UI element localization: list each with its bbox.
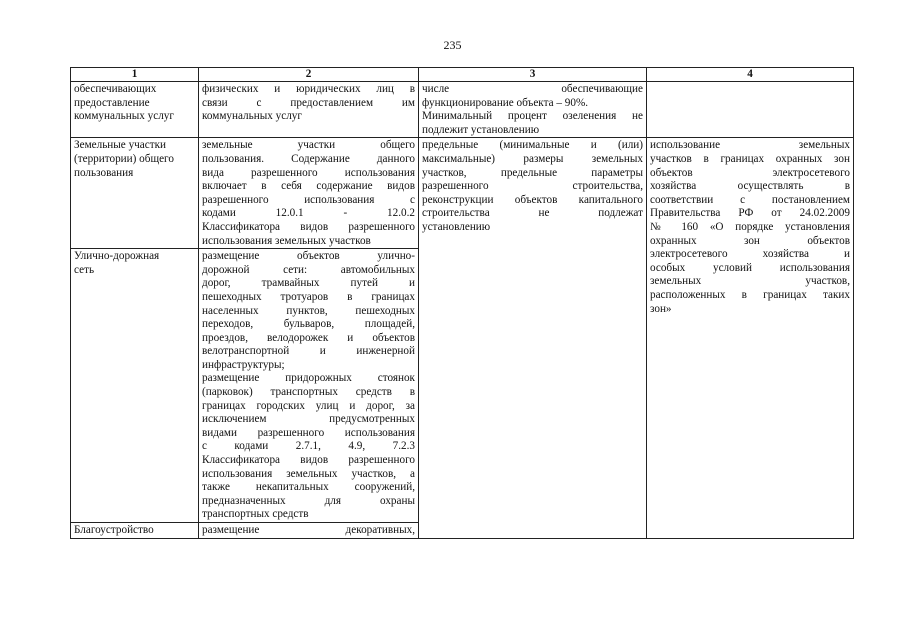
header-col-1: 1 (71, 68, 199, 82)
cell-line: использования земельных участков (202, 234, 371, 247)
cell-line: размещение декоративных, (202, 524, 415, 536)
cell-line: переходов, бульваров, площадей, (202, 318, 415, 331)
table-row (71, 138, 854, 249)
cell-line: предназначенных для охраны (202, 494, 415, 507)
cell-restrictions (647, 82, 854, 138)
cell-line: коммунальных услуг (74, 110, 174, 123)
cell-line: расположенных в границах таких (650, 288, 850, 301)
cell-line: обеспечивающих (74, 83, 157, 95)
cell-line: Классификатора видов разрешенного (202, 220, 415, 233)
cell-line: коммунальных услуг (202, 110, 302, 123)
cell-line: дорожной сети: автомобильных (202, 263, 415, 276)
cell-line: участков в границах охранных зон (650, 152, 850, 165)
cell-line: вида разрешенного использования (202, 166, 415, 179)
cell-line: сеть (74, 263, 95, 276)
header-col-4: 4 (647, 68, 854, 82)
cell-line: особых условий использования (650, 261, 850, 274)
table-row (71, 82, 854, 138)
cell-line: также некапитальных сооружений, (202, 481, 415, 494)
cell-line: Минимальный процент озеленения не (422, 110, 643, 123)
cell-line: населенных пунктов, пешеходных (202, 304, 415, 317)
cell-line: № 160 «О порядке установления (650, 220, 850, 233)
cell-line: размещение объектов улично- (202, 250, 415, 263)
cell-line: разрешенного использования с (202, 193, 415, 206)
cell-line: соответствии с постановлением (650, 193, 850, 206)
cell-line: Классификатора видов разрешенного (202, 454, 415, 467)
cell-description (199, 138, 419, 249)
cell-line: Благоустройство (74, 524, 154, 536)
cell-line: земельных участков, (650, 275, 850, 288)
zoning-table (70, 67, 854, 539)
page-number: 235 (443, 38, 462, 52)
cell-description (199, 82, 419, 138)
cell-line: транспортных средств (202, 508, 309, 521)
cell-line: с кодами 2.7.1, 4.9, 7.2.3 (202, 440, 415, 453)
cell-line: исключением предусмотренных (202, 413, 415, 426)
cell-line: разрешенного строительства, (422, 180, 643, 193)
cell-line: пользования. Содержание данного (202, 152, 415, 165)
cell-line: максимальные) размеры земельных (422, 152, 643, 165)
header-col-3: 3 (419, 68, 647, 82)
table-header-row (71, 68, 854, 82)
cell-line: электросетевого хозяйства и (650, 248, 850, 261)
cell-line: использования земельных участков, а (202, 467, 415, 480)
cell-line: инфраструктуры; (202, 358, 285, 371)
cell-line: подлежит установлению (422, 123, 540, 136)
cell-line: объектов электросетевого (650, 166, 850, 179)
cell-line: границах городских улиц и дорог, за (202, 399, 415, 412)
cell-land-use-type (71, 138, 199, 249)
cell-description (199, 523, 419, 539)
cell-line: строительства не подлежат (422, 207, 643, 220)
cell-parameters (419, 138, 647, 538)
cell-land-use-type (71, 82, 199, 138)
header-col-2: 2 (199, 68, 419, 82)
cell-line: предельные (минимальные и (или) (422, 139, 643, 152)
cell-land-use-type (71, 249, 199, 523)
cell-line: участков, предельные параметры (422, 166, 643, 179)
cell-line: велотранспортной и инженерной (202, 345, 415, 358)
cell-line: числе обеспечивающие (422, 83, 643, 95)
cell-line: хозяйства осуществлять в (650, 180, 850, 193)
cell-line: (парковок) транспортных средств в (202, 386, 415, 399)
cell-line: зон» (650, 302, 672, 315)
cell-line: охранных зон объектов (650, 234, 850, 247)
cell-land-use-type (71, 523, 199, 539)
cell-parameters (419, 82, 647, 138)
cell-line: Улично-дорожная (74, 250, 160, 263)
cell-line: (территории) общего (74, 152, 174, 165)
cell-line: пешеходных тротуаров в границах (202, 290, 415, 303)
cell-line: предоставление (74, 96, 150, 109)
cell-line: кодами 12.0.1 - 12.0.2 (202, 207, 415, 220)
cell-line: включает в себя содержание видов (202, 180, 415, 193)
cell-line: связи с предоставлением им (202, 96, 415, 109)
cell-line: проездов, велодорожек и объектов (202, 331, 415, 344)
cell-line: физических и юридических лиц в (202, 83, 415, 95)
cell-line: пользования (74, 166, 134, 179)
cell-line: Правительства РФ от 24.02.2009 (650, 207, 850, 220)
cell-line: реконструкции объектов капитального (422, 193, 643, 206)
cell-restrictions (647, 138, 854, 538)
cell-line: земельные участки общего (202, 139, 415, 152)
cell-line: Земельные участки (74, 139, 167, 152)
cell-line: установлению (422, 220, 491, 233)
cell-line: видами разрешенного использования (202, 426, 415, 439)
cell-line: использование земельных (650, 139, 850, 152)
cell-line: функционирование объекта – 90%. (422, 96, 589, 109)
cell-description (199, 249, 419, 523)
cell-line: дорог, трамвайных путей и (202, 277, 415, 290)
cell-line: размещение придорожных стоянок (202, 372, 415, 385)
